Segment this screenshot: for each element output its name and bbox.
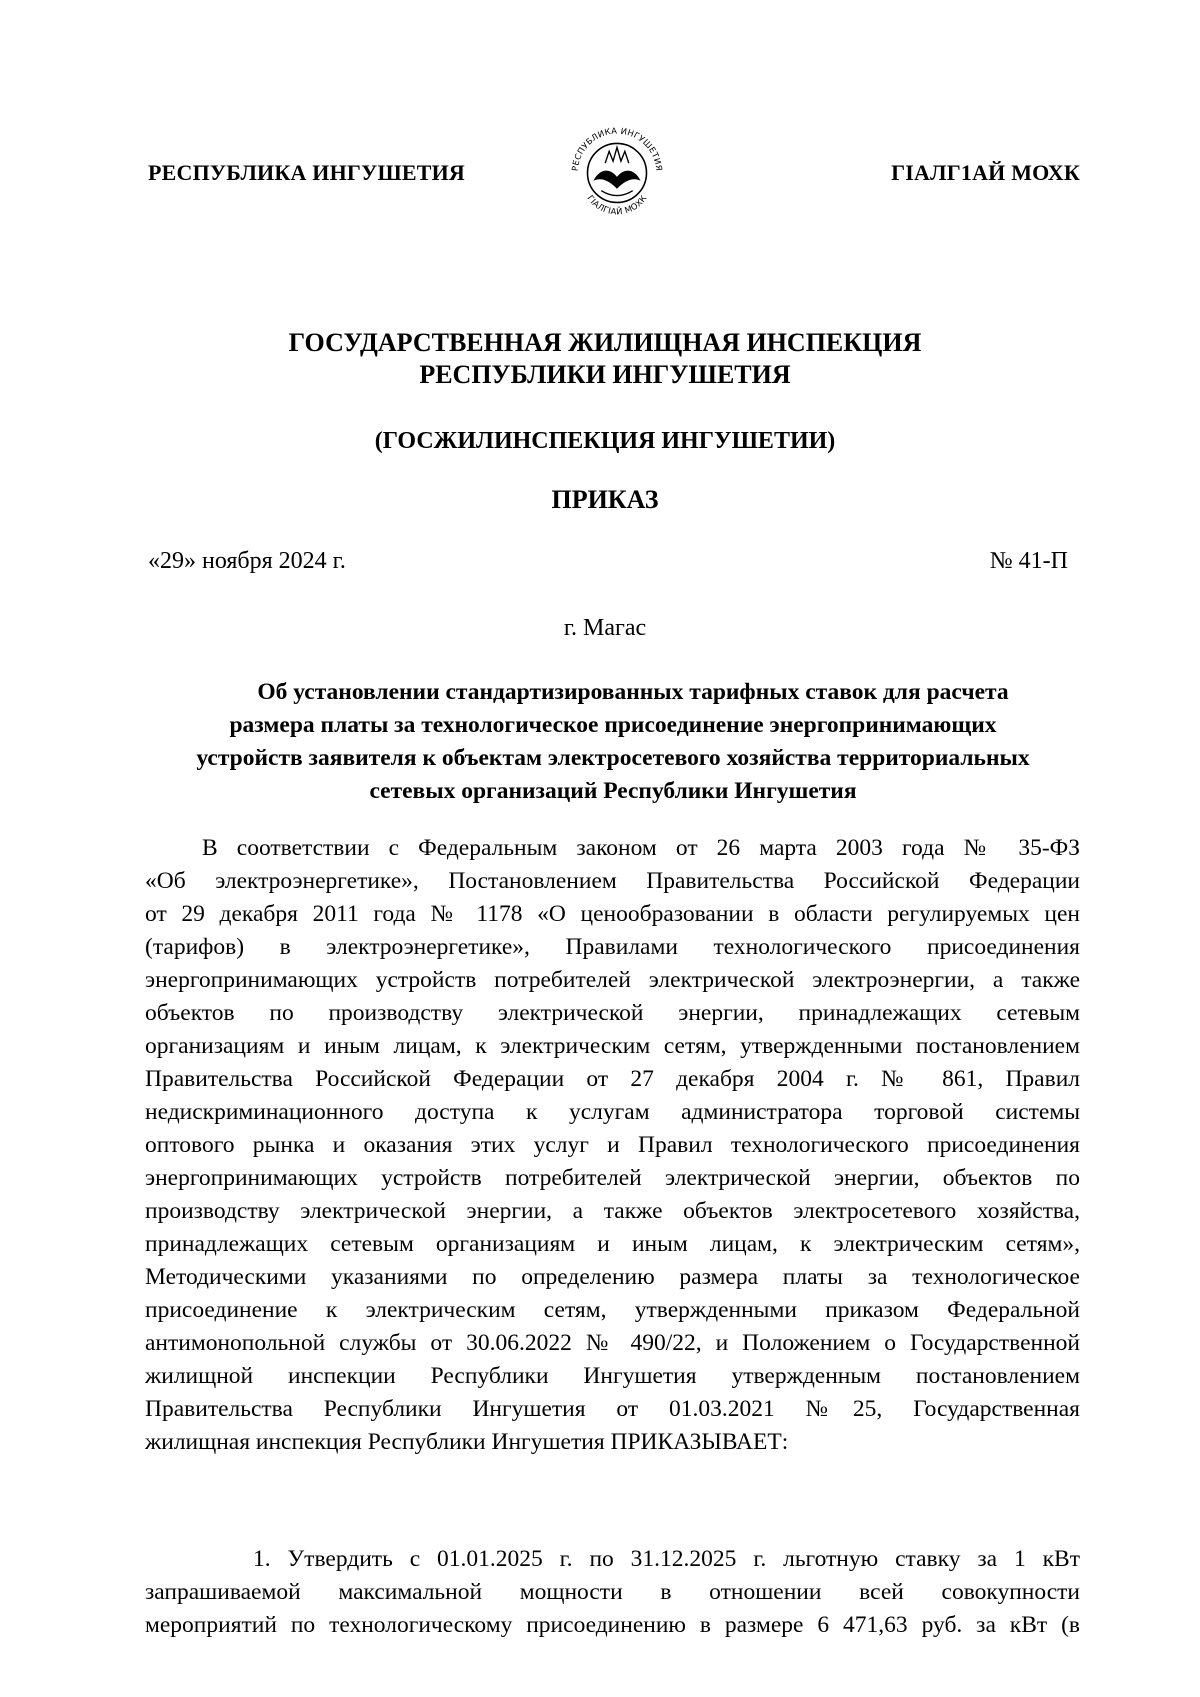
preamble-paragraph (145, 832, 1080, 1459)
organization-title-line-1: ГОСУДАРСТВЕННАЯ ЖИЛИЩНАЯ ИНСПЕКЦИЯ (288, 328, 922, 357)
preamble-line: (тарифов) в электроэнергетике», Правилами технологического присоединения (145, 934, 1080, 960)
organization-title (140, 327, 1070, 391)
order-date: «29» ноября 2024 г. (148, 548, 346, 574)
preamble-line: жилищной инспекции Республики Ингушетия утвержденным постановлением (145, 1363, 1080, 1389)
preamble-line: организациям и иным лицам, к электрическим сетям, утвержденными постановлением (145, 1033, 1080, 1059)
subject-line: сетевых организаций Республики Ингушетия (369, 778, 857, 804)
header-republic-ingush: ГIАЛГ1АЙ МОХК (891, 160, 1080, 185)
item-line: мероприятий по технологическому присоединению в размере 6 471,63 руб. за кВт (в (145, 1612, 1080, 1638)
preamble-line: производству электрической энергии, а также объектов электросетевого хозяйства, (145, 1198, 1080, 1224)
item-line: запрашиваемой максимальной мощности в отношении всей совокупности (145, 1579, 1080, 1605)
preamble-line: жилищная инспекция Республики Ингушетия ПРИКАЗЫВАЕТ: (145, 1429, 789, 1455)
emblem-bottom-text: ГIАЛГIАЙ МОХК (585, 193, 649, 217)
emblem-top-text: РЕСПУБЛИКА ИНГУШЕТИЯ (569, 125, 665, 172)
coat-of-arms-emblem (558, 112, 676, 230)
preamble-line: «Об электроэнергетике», Постановлением Правительства Российской Федерации (145, 868, 1080, 894)
preamble-line: объектов по производству электрической энергии, принадлежащих сетевым (145, 1000, 1080, 1026)
organization-short-name: (ГОСЖИЛИНСПЕКЦИЯ ИНГУШЕТИИ) (374, 428, 836, 454)
preamble-line: оптового рынка и оказания этих услуг и Правил технологического присоединения (145, 1132, 1080, 1158)
subject-line: размера платы за технологическое присоединение энергопринимающих (229, 712, 997, 738)
preamble-line: Правительства Республики Ингушетия от 01.03.2021 №25, Государственная (145, 1396, 1080, 1422)
preamble-line: принадлежащих сетевым организациям и иным лицам, к электрическим сетям», (145, 1231, 1080, 1257)
organization-title-line-2: РЕСПУБЛИКИ ИНГУШЕТИЯ (419, 360, 791, 389)
header-republic-russian: РЕСПУБЛИКА ИНГУШЕТИЯ (148, 160, 465, 185)
preamble-line: энергопринимающих устройств потребителей электрической энергии, объектов по (145, 1165, 1080, 1191)
preamble-line: Методическими указаниями по определению размера платы за технологическое (145, 1264, 1080, 1290)
preamble-line: недискриминационного доступа к услугам администратора торговой системы (145, 1099, 1080, 1125)
document-type-heading: ПРИКАЗ (551, 485, 659, 514)
order-subject (148, 676, 1078, 808)
order-item-1 (145, 1543, 1080, 1642)
preamble-line: энергопринимающих устройств потребителей электрической электроэнергии, а также (145, 967, 1080, 993)
order-city: г. Магас (563, 615, 647, 641)
preamble-line: антимонопольной службы от 30.06.2022 № 490/22, и Положением о Государственной (145, 1330, 1080, 1356)
preamble-line: Правительства Российской Федерации от 27 декабря 2004 г. № 861, Правил (145, 1066, 1080, 1092)
item-line: 1. Утвердить с 01.01.2025 г. по 31.12.2025 г. льготную ставку за 1 кВт (253, 1546, 1080, 1572)
preamble-line: В соответствии с Федеральным законом от 26 марта 2003 года № 35-ФЗ (202, 835, 1080, 861)
order-number: № 41-П (989, 548, 1068, 574)
svg-text:ГIАЛГIАЙ МОХК (585, 193, 648, 216)
preamble-line: от 29 декабря 2011 года № 1178 «О ценообразовании в области регулируемых цен (145, 901, 1080, 927)
subject-line: устройств заявителя к объектам электросетевого хозяйства территориальных (196, 745, 1030, 771)
preamble-line: присоединение к электрическим сетям, утвержденными приказом Федеральной (145, 1297, 1080, 1323)
subject-line: Об установлении стандартизированных тарифных ставок для расчета (257, 679, 1009, 705)
